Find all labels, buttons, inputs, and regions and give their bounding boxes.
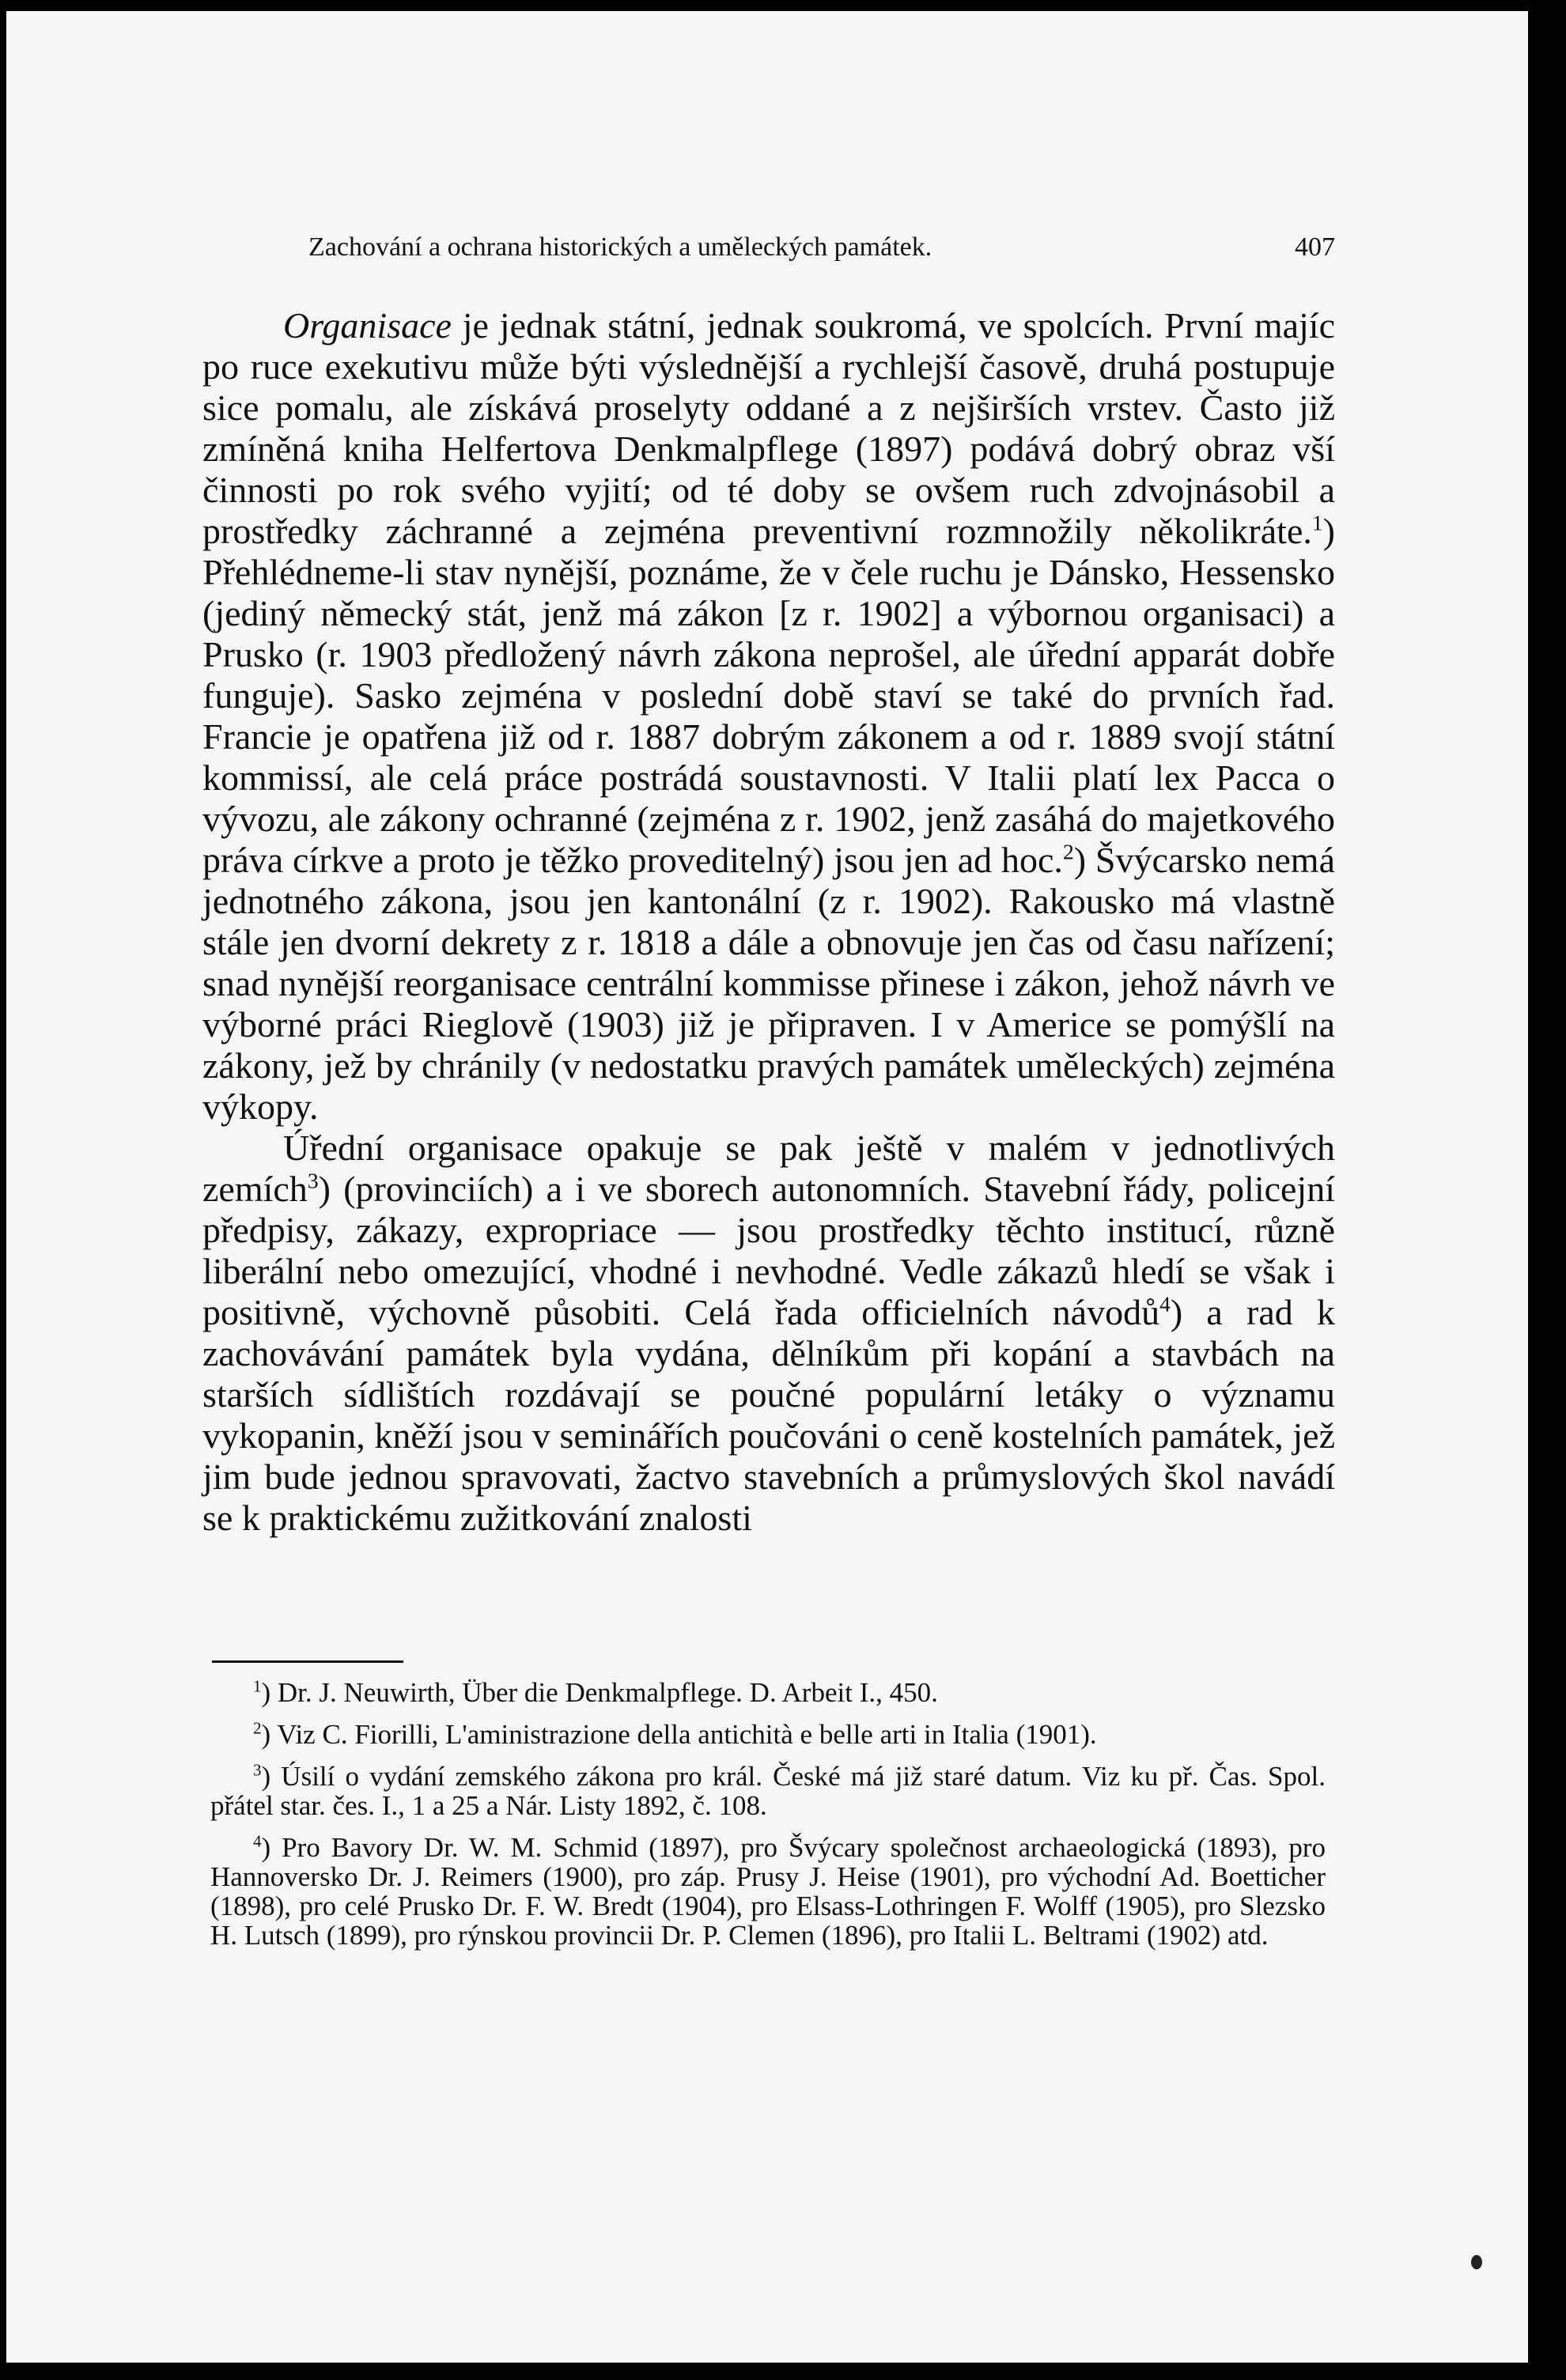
main-text — [202, 305, 1335, 1539]
footnote-mark: 1 — [253, 1676, 262, 1696]
paragraph-text: je jednak státní, jednak soukromá, ve spolcích. První majíc po ruce exekutivu může býti výslednější a rychlejší časově, druhá postupuje sice pomalu, ale získává proselyty oddané a z nejširších vrstev. Často již zmíněná kniha Helfertova Denkmalpflege (1897) podává dobrý obraz vší činnosti po rok svého vyjití; od té doby se ovšem ruch zdvojnásobil a prostředky záchranné a zejména preventivní rozmnožily několikráte. — [202, 305, 1335, 551]
footnote-separator — [212, 1660, 403, 1663]
page-number: 407 — [1295, 232, 1335, 262]
running-header — [308, 232, 1335, 263]
paragraph-text: Úřední organisace opakuje se pak ještě v malém v jednotlivých zemích — [202, 1128, 1335, 1209]
paragraph-organisation — [202, 305, 1335, 1128]
footnote-ref: 4 — [1159, 1291, 1171, 1317]
footnote-text: ) Dr. J. Neuwirth, Über die Denkmalpflege. D. Arbeit I., 450. — [261, 1677, 938, 1708]
footnote-ref: 2 — [1062, 839, 1074, 864]
footnote-mark: 2 — [253, 1718, 262, 1738]
footnote — [210, 1762, 1326, 1820]
footnote-ref: 3 — [307, 1168, 319, 1193]
paragraph-text: ) (provinciích) a i ve sborech autonomních. Stavební řády, policejní předpisy, zákazy, expropriace — jsou prostředky těchto institucí, různě liberální nebo omezující, vhodné i nevhodné. Vedle zákazů hledí se však i positivně, výchovně působiti. Celá řada officielních návodů — [202, 1169, 1335, 1332]
running-title: Zachování a ochrana historických a uměleckých památek. — [308, 232, 932, 262]
footnote — [210, 1678, 1326, 1707]
italic-lead-word: Organisace — [283, 305, 452, 346]
footnote-text: ) Viz C. Fiorilli, L'aministrazione della antichità e belle arti in Italia (1901). — [261, 1719, 1097, 1750]
footnote — [210, 1720, 1326, 1749]
footnotes — [210, 1678, 1326, 1963]
paragraph-text: ) a rad k zachovávání památek byla vydána, dělníkům při kopání a stavbách na starších sídlištích rozdávají se poučné populární letáky o významu vykopanin, kněží jsou v seminářích poučováni o ceně kostelních památek, jež jim bude jednou spravovati, žactvo stavebních a průmyslových škol navádí se k praktickému zužitkování znalosti — [202, 1292, 1335, 1538]
footnote-ref: 1 — [1311, 510, 1323, 535]
footnote-mark: 4 — [253, 1831, 262, 1851]
paragraph-text: ) Švýcarsko nemá jednotného zákona, jsou jen kantonální (z r. 1902). Rakousko má vlastně stále jen dvorní dekrety z r. 1818 a dále a obnovuje jen čas od času nařízení; snad nynější reorganisace centrální kommisse přinese i zákon, jehož návrh ve výborné práci Rieglově (1903) již je připraven. I v Americe se pomýšlí na zákony, jež by chránily (v nedostatku pravých památek uměleckých) zejména výkopy. — [202, 840, 1336, 1127]
footnote-mark: 3 — [253, 1760, 262, 1780]
footnote-text: ) Pro Bavory Dr. W. M. Schmid (1897), pro Švýcary společnost archaeologická (1893), pro Hannoversko Dr. J. Reimers (1900), pro záp. Prusy J. Heise (1901), pro východní Ad. Boetticher (1898), pro celé Prusko Dr. F. W. Bredt (1904), pro Elsass-Lothringen F. Wolff (1905), pro Slezsko H. Lutsch (1899), pro rýnskou provincii Dr. P. Clemen (1896), pro Italii L. Beltrami (1902) atd. — [210, 1832, 1326, 1951]
ink-dot — [1471, 2255, 1482, 2269]
book-page — [6, 11, 1528, 2363]
footnote-text: ) Úsilí o vydání zemského zákona pro král. České má již staré datum. Viz ku př. Čas. Spol. přátel star. čes. I., 1 a 25 a Nár. Listy 1892, č. 108. — [210, 1761, 1326, 1821]
paragraph-text: ) Přehlédneme-li stav nynější, poznáme, že v čele ruchu je Dánsko, Hessensko (jediný německý stát, jenž má zákon [z r. 1902] a výbornou organisaci) a Prusko (r. 1903 předložený návrh zákona neprošel, ale úřední apparát dobře funguje). Sasko zejména v poslední době staví se také do prvních řad. Francie je opatřena již od r. 1887 dobrým zákonem a od r. 1889 svojí státní kommissí, ale celá práce postrádá soustavnosti. V Italii platí lex Pacca o vývozu, ale zákony ochranné (zejména z r. 1902, jenž zasáhá do majetkového práva církve a proto je těžko proveditelný) jsou jen ad hoc. — [202, 511, 1335, 880]
footnote — [210, 1833, 1326, 1950]
paragraph-official-organisation — [202, 1128, 1335, 1539]
